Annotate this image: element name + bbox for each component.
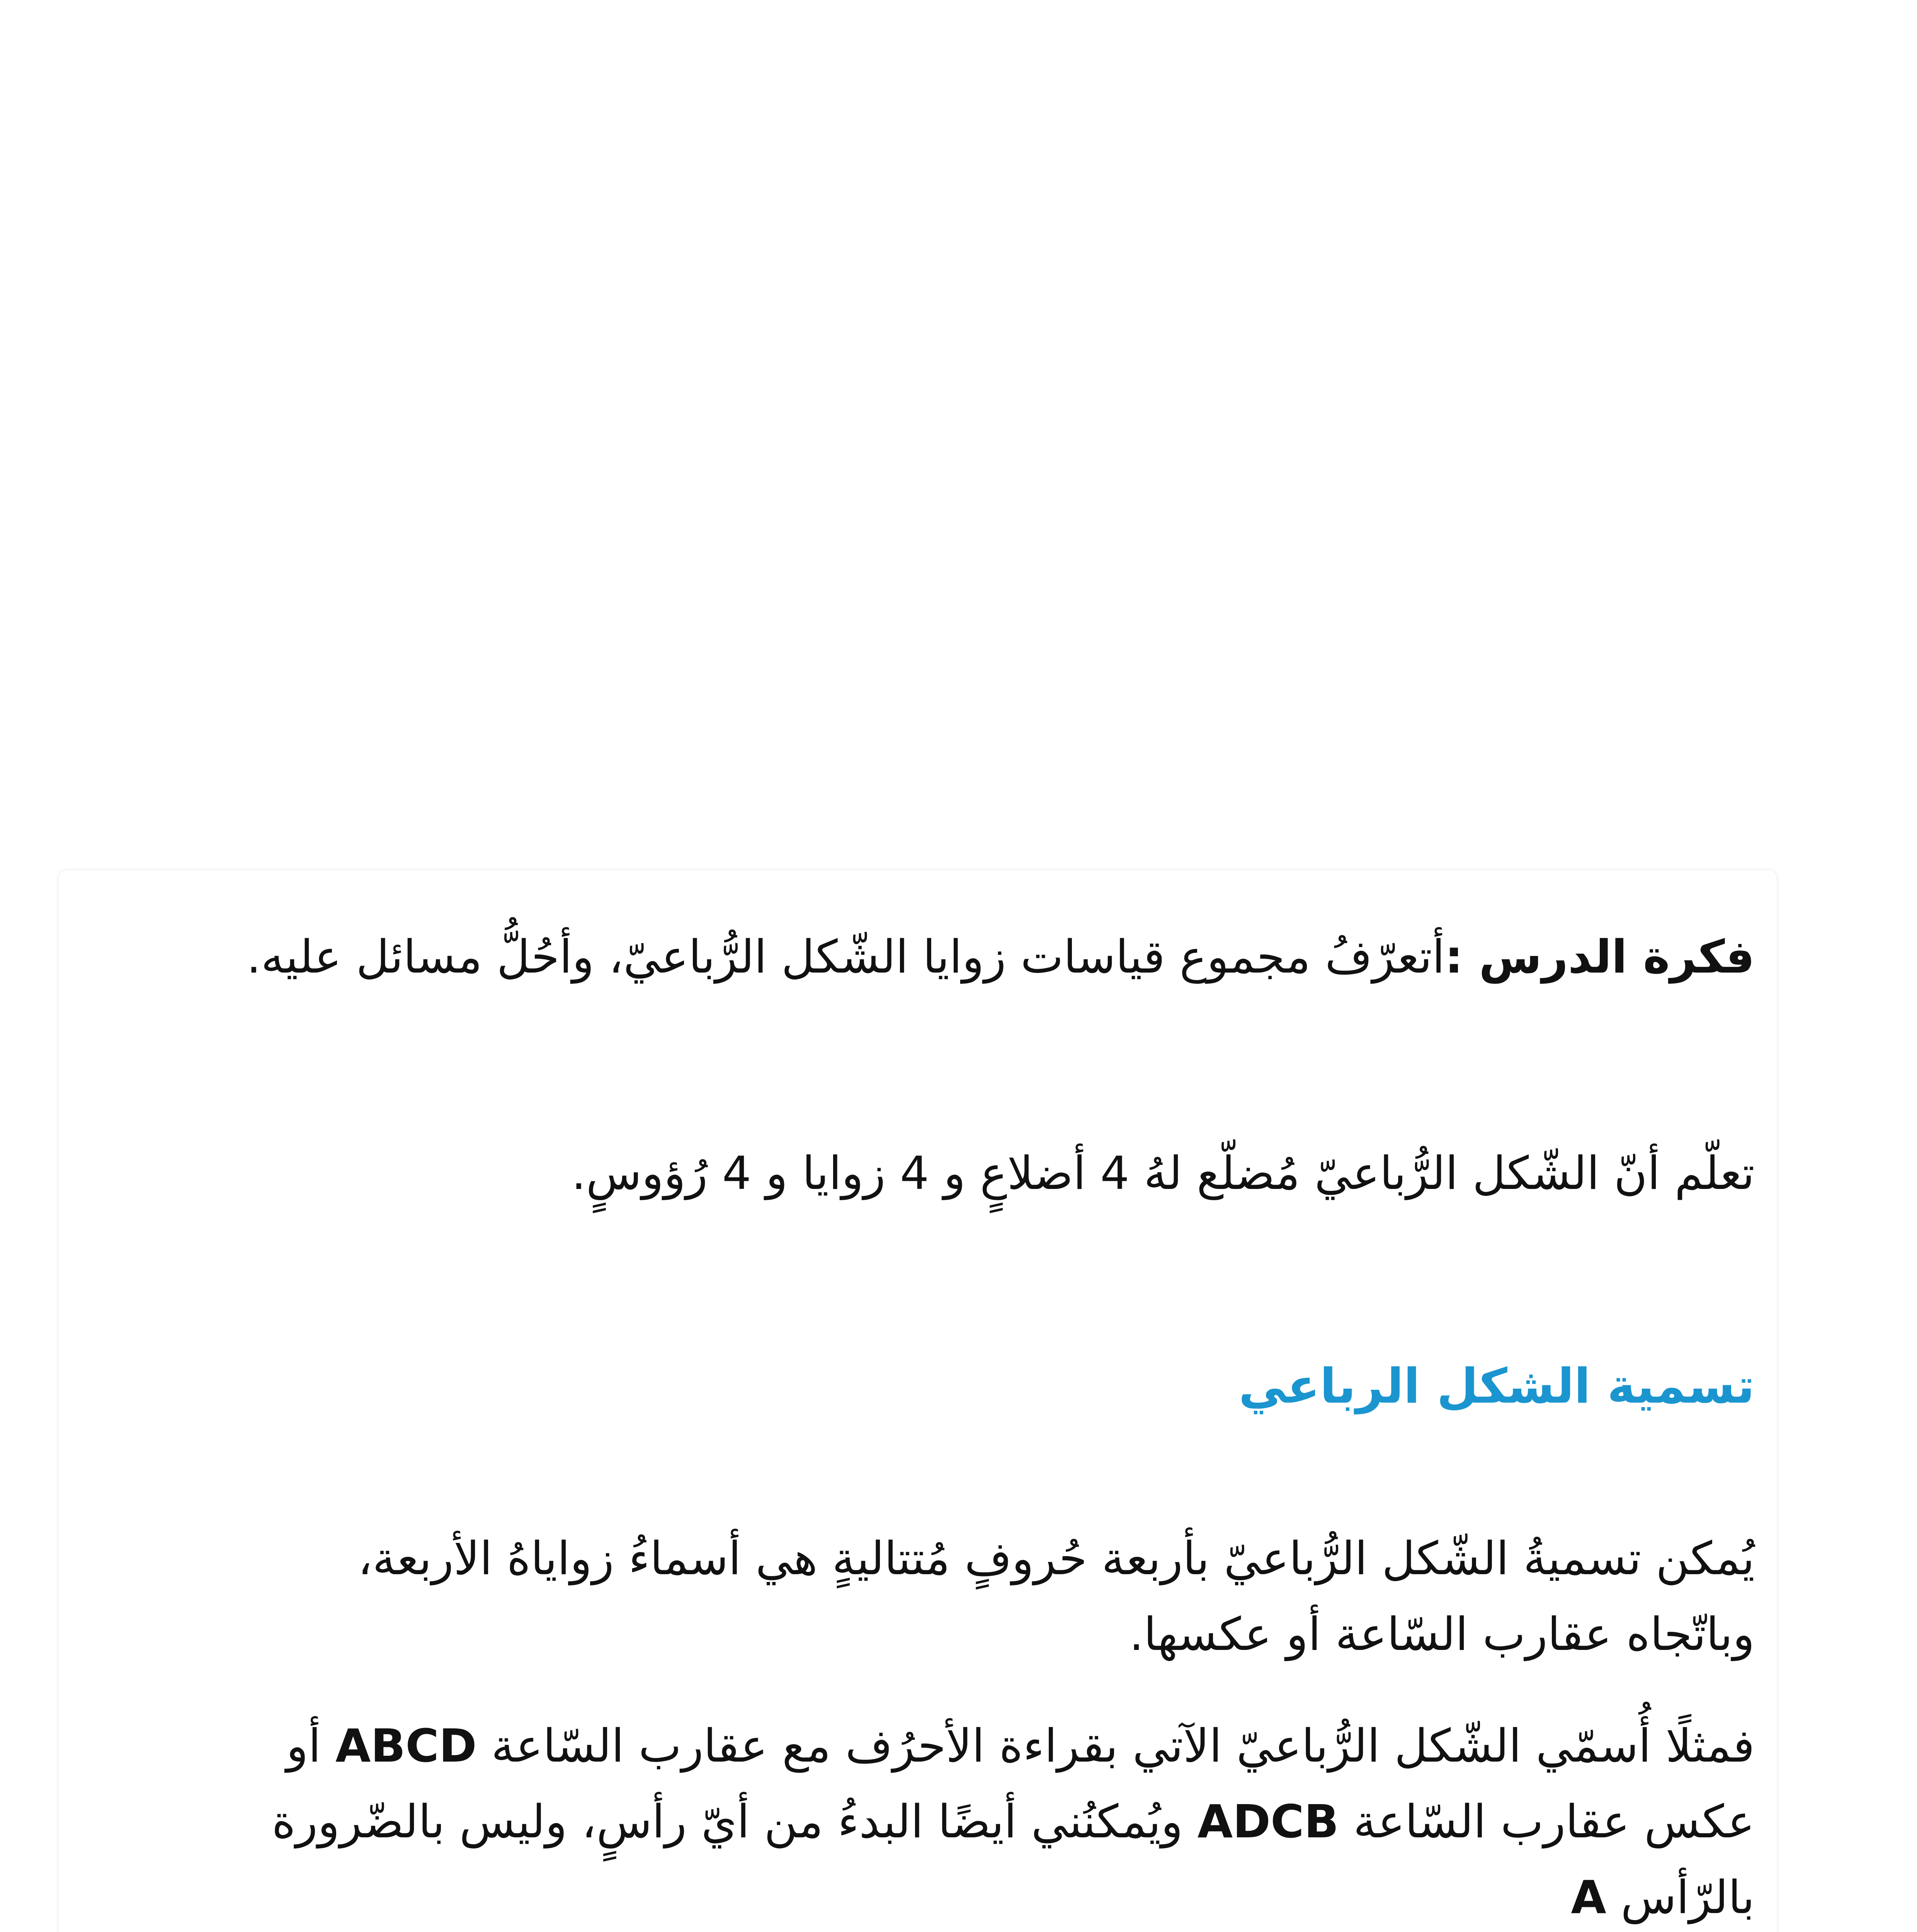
learned-text: تعلّم أنّ الشّكل الرُّباعيّ مُضلّع لهُ 4 أضلاعٍ و 4 زوايا و 4 رُؤوسٍ. [571,1146,1755,1200]
lesson-idea-line [247,919,1755,995]
example-line-1-pre: فمثلًا أُسمّي الشّكل الرُّباعيّ الآتي بقراءة الأحرُف مع عقارب السّاعة [491,1719,1755,1772]
quad-name-adcb: ADCB [1197,1795,1339,1848]
example-line-2-post: ويُمكنُني أيضًا البدءُ من أيّ رأسٍ، وليس بالضّرورة [272,1795,1183,1848]
lesson-idea-text: أتعرّفُ مجموع قياسات زوايا الشّكل الرُّباعيّ، وأحُلُّ مسائل عليه. [247,930,1445,983]
naming-line-1: يُمكن تسميةُ الشّكل الرُّباعيّ بأربعة حُروفٍ مُتتاليةٍ هي أسماءُ زواياهُ الأربعة، [357,1532,1755,1585]
example-line-2-pre: عكس عقارب السّاعة [1353,1795,1755,1848]
example-line-3 [1571,1859,1755,1932]
example-line-3-pre: بالرّأس [1621,1871,1755,1924]
quad-name-abcd: ABCD [335,1719,477,1772]
example-line-2 [272,1784,1755,1859]
vertex-a-label: A [1571,1871,1606,1924]
example-line-1-post: أو [286,1719,321,1772]
section-heading: تسمية الشكل الرباعي [1238,1359,1755,1414]
lesson-idea-label: فكرة الدرس : [1445,930,1755,983]
example-line-1 [286,1708,1755,1784]
naming-line-2: وباتّجاه عقارب السّاعة أو عكسها. [1129,1607,1755,1661]
